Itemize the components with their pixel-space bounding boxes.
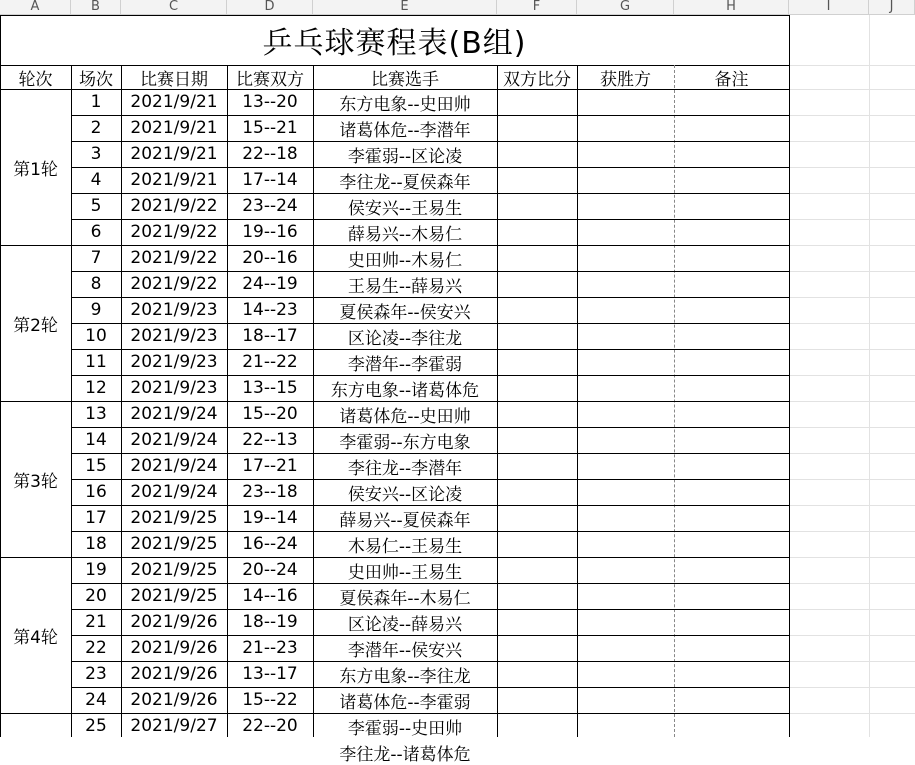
- gridline-horizontal: [789, 557, 915, 558]
- note-cell[interactable]: [674, 349, 789, 375]
- match-players-cell[interactable]: 薛易兴--木易仁: [347, 224, 463, 245]
- winner-cell[interactable]: [577, 245, 674, 271]
- score-cell[interactable]: [497, 141, 577, 167]
- note-cell[interactable]: [674, 427, 789, 453]
- table-border: [71, 453, 789, 454]
- match-number-cell[interactable]: 16: [85, 482, 107, 502]
- gridline-horizontal: [789, 687, 915, 688]
- match-number-cell[interactable]: 2: [90, 118, 102, 138]
- score-cell[interactable]: [497, 531, 577, 557]
- match-number-cell[interactable]: 3: [90, 144, 102, 164]
- winner-cell[interactable]: [577, 505, 674, 531]
- winner-cell[interactable]: [577, 609, 674, 635]
- match-number-cell[interactable]: 19: [85, 560, 107, 580]
- note-cell[interactable]: [674, 401, 789, 427]
- table-border: [71, 115, 789, 116]
- score-cell[interactable]: [497, 427, 577, 453]
- match-date-cell[interactable]: 2021/9/25: [130, 586, 218, 606]
- column-title-8[interactable]: 备注: [714, 69, 749, 89]
- note-cell[interactable]: [674, 89, 789, 115]
- match-date-cell[interactable]: 2021/9/23: [130, 300, 218, 320]
- score-cell[interactable]: [497, 453, 577, 479]
- match-pair-cell[interactable]: [227, 739, 313, 765]
- table-border: [71, 193, 789, 194]
- match-number-cell[interactable]: 5: [90, 196, 102, 216]
- note-cell[interactable]: [674, 141, 789, 167]
- gridline-horizontal: [789, 427, 915, 428]
- match-date-cell[interactable]: 2021/9/25: [130, 534, 218, 554]
- note-cell[interactable]: [674, 505, 789, 531]
- match-pair-cell[interactable]: 16--24: [242, 534, 298, 554]
- match-pair-cell[interactable]: 22--20: [242, 716, 298, 736]
- winner-cell[interactable]: [577, 401, 674, 427]
- match-players-cell[interactable]: 薛易兴--夏侯森年: [339, 510, 471, 531]
- column-header-f[interactable]: F: [497, 0, 577, 14]
- spreadsheet-grid: [0, 15, 915, 765]
- note-cell[interactable]: [674, 583, 789, 609]
- match-pair-cell[interactable]: 13--20: [242, 92, 298, 112]
- gridline-horizontal: [789, 401, 915, 402]
- gridline-horizontal: [789, 323, 915, 324]
- score-cell[interactable]: [497, 713, 577, 739]
- match-players-cell[interactable]: 诸葛体危--李潜年: [339, 120, 471, 141]
- winner-cell[interactable]: [577, 219, 674, 245]
- match-players-cell[interactable]: 木易仁--王易生: [347, 536, 463, 557]
- winner-cell[interactable]: [577, 583, 674, 609]
- match-number-cell[interactable]: 4: [90, 170, 102, 190]
- winner-cell[interactable]: [577, 453, 674, 479]
- gridline-horizontal: [789, 141, 915, 142]
- match-number-cell[interactable]: [71, 739, 121, 765]
- winner-cell[interactable]: [577, 349, 674, 375]
- match-number-cell[interactable]: 23: [85, 664, 107, 684]
- match-date-cell[interactable]: 2021/9/21: [130, 118, 218, 138]
- note-cell[interactable]: [674, 557, 789, 583]
- match-pair-cell[interactable]: 17--14: [242, 170, 298, 190]
- table-border: [71, 687, 789, 688]
- note-cell[interactable]: [674, 479, 789, 505]
- match-number-cell[interactable]: 15: [85, 456, 107, 476]
- table-border: [71, 661, 789, 662]
- winner-cell[interactable]: [577, 479, 674, 505]
- note-cell[interactable]: [674, 635, 789, 661]
- match-date-cell[interactable]: 2021/9/24: [130, 430, 218, 450]
- score-cell[interactable]: [497, 115, 577, 141]
- match-date-cell[interactable]: 2021/9/21: [130, 92, 218, 112]
- match-date-cell[interactable]: 2021/9/23: [130, 378, 218, 398]
- note-cell[interactable]: [674, 323, 789, 349]
- column-title-1[interactable]: 轮次: [18, 69, 53, 89]
- column-header-b[interactable]: B: [71, 0, 121, 14]
- note-cell[interactable]: [674, 453, 789, 479]
- match-players-cell[interactable]: 区论凌--薛易兴: [347, 614, 463, 635]
- match-date-cell[interactable]: [121, 739, 227, 765]
- column-header-g[interactable]: G: [577, 0, 674, 14]
- match-number-cell[interactable]: 17: [85, 508, 107, 528]
- table-border: [0, 65, 789, 66]
- table-border: [71, 297, 789, 298]
- match-number-cell[interactable]: 10: [85, 326, 107, 346]
- match-pair-cell[interactable]: 23--24: [242, 196, 298, 216]
- note-cell[interactable]: [674, 531, 789, 557]
- match-players-cell[interactable]: 王易生--薛易兴: [347, 276, 463, 297]
- table-border: [0, 245, 789, 246]
- winner-cell[interactable]: [577, 297, 674, 323]
- table-border: [71, 219, 789, 220]
- match-date-cell[interactable]: 2021/9/26: [130, 612, 218, 632]
- match-date-cell[interactable]: 2021/9/22: [130, 222, 218, 242]
- gridline-horizontal: [789, 349, 915, 350]
- gridline-horizontal: [789, 479, 915, 480]
- winner-cell[interactable]: [577, 713, 674, 739]
- match-players-cell[interactable]: 李往龙--李潜年: [347, 458, 463, 479]
- match-date-cell[interactable]: 2021/9/25: [130, 560, 218, 580]
- gridline-horizontal: [789, 219, 915, 220]
- match-number-cell[interactable]: 9: [90, 300, 102, 320]
- score-cell[interactable]: [497, 167, 577, 193]
- match-number-cell[interactable]: 12: [85, 378, 107, 398]
- table-border: [0, 713, 789, 714]
- column-title-4[interactable]: 比赛双方: [236, 69, 304, 89]
- score-cell[interactable]: [497, 219, 577, 245]
- column-header-bar: [0, 0, 915, 15]
- score-cell[interactable]: [497, 739, 577, 765]
- match-players-cell[interactable]: 东方电象--诸葛体危: [330, 380, 480, 401]
- gridline-horizontal: [789, 453, 915, 454]
- match-pair-cell[interactable]: 19--16: [242, 222, 298, 242]
- winner-cell[interactable]: [577, 89, 674, 115]
- note-cell[interactable]: [674, 661, 789, 687]
- match-players-cell[interactable]: 李霍弱--区论凌: [347, 146, 463, 167]
- match-date-cell[interactable]: 2021/9/24: [130, 404, 218, 424]
- score-cell[interactable]: [497, 583, 577, 609]
- match-number-cell[interactable]: 14: [85, 430, 107, 450]
- note-cell[interactable]: [674, 115, 789, 141]
- match-date-cell[interactable]: 2021/9/26: [130, 690, 218, 710]
- match-players-cell[interactable]: 李潜年--侯安兴: [347, 640, 463, 661]
- match-pair-cell[interactable]: 18--19: [242, 612, 298, 632]
- winner-cell[interactable]: [577, 661, 674, 687]
- match-players-cell[interactable]: 李霍弱--史田帅: [347, 718, 463, 739]
- winner-cell[interactable]: [577, 323, 674, 349]
- winner-cell[interactable]: [577, 557, 674, 583]
- table-border: [789, 15, 790, 737]
- winner-cell[interactable]: [577, 687, 674, 713]
- score-cell[interactable]: [497, 635, 577, 661]
- table-border: [71, 427, 789, 428]
- match-date-cell[interactable]: 2021/9/22: [130, 274, 218, 294]
- column-header-i[interactable]: I: [789, 0, 869, 14]
- gridline-horizontal: [789, 271, 915, 272]
- match-pair-cell[interactable]: 17--21: [242, 456, 298, 476]
- note-cell[interactable]: [674, 687, 789, 713]
- table-border: [71, 271, 789, 272]
- score-cell[interactable]: [497, 479, 577, 505]
- match-players-cell[interactable]: 李潜年--李霍弱: [347, 354, 463, 375]
- score-cell[interactable]: [497, 609, 577, 635]
- note-cell[interactable]: [674, 713, 789, 739]
- gridline-horizontal: [789, 635, 915, 636]
- table-border: [71, 583, 789, 584]
- match-players-cell[interactable]: 李霍弱--东方电象: [339, 432, 471, 453]
- table-border: [0, 401, 789, 402]
- match-date-cell[interactable]: 2021/9/21: [130, 144, 218, 164]
- match-number-cell[interactable]: 11: [85, 352, 107, 372]
- match-pair-cell[interactable]: 14--16: [242, 586, 298, 606]
- table-border: [71, 531, 789, 532]
- table-border: [71, 323, 789, 324]
- match-date-cell[interactable]: 2021/9/21: [130, 170, 218, 190]
- match-number-cell[interactable]: 13: [85, 404, 107, 424]
- winner-cell[interactable]: [577, 531, 674, 557]
- match-pair-cell[interactable]: 21--23: [242, 638, 298, 658]
- note-cell[interactable]: [674, 245, 789, 271]
- gridline-horizontal: [789, 531, 915, 532]
- match-number-cell[interactable]: 6: [90, 222, 102, 242]
- match-players-cell[interactable]: 史田帅--木易仁: [347, 250, 463, 271]
- winner-cell[interactable]: [577, 271, 674, 297]
- table-border: [0, 89, 789, 90]
- score-cell[interactable]: [497, 661, 577, 687]
- gridline-vertical: [869, 15, 870, 737]
- gridline-horizontal: [789, 609, 915, 610]
- match-number-cell[interactable]: 25: [85, 716, 107, 736]
- score-cell[interactable]: [497, 687, 577, 713]
- match-players-cell[interactable]: 夏侯森年--木易仁: [339, 588, 471, 609]
- match-date-cell[interactable]: 2021/9/24: [130, 482, 218, 502]
- match-pair-cell[interactable]: 14--23: [242, 300, 298, 320]
- note-cell[interactable]: [674, 271, 789, 297]
- table-border: [71, 609, 789, 610]
- column-header-j[interactable]: J: [869, 0, 915, 14]
- winner-cell[interactable]: [577, 739, 674, 765]
- column-title-2[interactable]: 场次: [79, 69, 113, 89]
- match-players-cell[interactable]: 诸葛体危--史田帅: [339, 406, 471, 427]
- match-pair-cell[interactable]: 18--17: [242, 326, 298, 346]
- match-players-cell[interactable]: 夏侯森年--侯安兴: [339, 302, 471, 323]
- match-number-cell[interactable]: 18: [85, 534, 107, 554]
- gridline-horizontal: [789, 297, 915, 298]
- winner-cell[interactable]: [577, 193, 674, 219]
- match-players-cell[interactable]: 东方电象--史田帅: [339, 94, 471, 115]
- match-date-cell[interactable]: 2021/9/27: [130, 716, 218, 736]
- column-title-3[interactable]: 比赛日期: [140, 69, 208, 89]
- score-cell[interactable]: [497, 245, 577, 271]
- score-cell[interactable]: [497, 297, 577, 323]
- round-label-cell[interactable]: 第3轮: [13, 471, 58, 492]
- column-title-6[interactable]: 双方比分: [503, 69, 571, 89]
- match-pair-cell[interactable]: 19--14: [242, 508, 298, 528]
- column-title-5[interactable]: 比赛选手: [371, 69, 439, 89]
- match-date-cell[interactable]: 2021/9/25: [130, 508, 218, 528]
- gridline-horizontal: [789, 89, 915, 90]
- match-pair-cell[interactable]: 21--22: [242, 352, 298, 372]
- column-title-7[interactable]: 获胜方: [600, 69, 651, 89]
- match-date-cell[interactable]: 2021/9/26: [130, 664, 218, 684]
- match-number-cell[interactable]: 8: [90, 274, 102, 294]
- table-border: [0, 557, 789, 558]
- winner-cell[interactable]: [577, 115, 674, 141]
- match-players-cell[interactable]: 东方电象--李往龙: [339, 666, 471, 687]
- score-cell[interactable]: [497, 89, 577, 115]
- column-header-h[interactable]: H: [674, 0, 789, 14]
- match-pair-cell[interactable]: 13--15: [242, 378, 298, 398]
- match-date-cell[interactable]: 2021/9/23: [130, 352, 218, 372]
- note-cell[interactable]: [674, 193, 789, 219]
- match-pair-cell[interactable]: 22--18: [242, 144, 298, 164]
- table-border: [71, 479, 789, 480]
- round-label-cell[interactable]: 第2轮: [13, 315, 58, 336]
- match-number-cell[interactable]: 22: [85, 638, 107, 658]
- match-pair-cell[interactable]: 13--17: [242, 664, 298, 684]
- match-date-cell[interactable]: 2021/9/23: [130, 326, 218, 346]
- score-cell[interactable]: [497, 401, 577, 427]
- table-border: [71, 141, 789, 142]
- score-cell[interactable]: [497, 505, 577, 531]
- gridline-horizontal: [789, 713, 915, 714]
- table-border: [71, 635, 789, 636]
- match-date-cell[interactable]: 2021/9/26: [130, 638, 218, 658]
- winner-cell[interactable]: [577, 141, 674, 167]
- winner-cell[interactable]: [577, 635, 674, 661]
- note-cell[interactable]: [674, 297, 789, 323]
- table-border: [0, 15, 789, 16]
- round-label-cell[interactable]: [0, 713, 71, 765]
- match-pair-cell[interactable]: 20--24: [242, 560, 298, 580]
- round-label-cell[interactable]: 第1轮: [13, 159, 58, 180]
- winner-cell[interactable]: [577, 427, 674, 453]
- match-number-cell[interactable]: 7: [90, 248, 102, 268]
- gridline-horizontal: [789, 375, 915, 376]
- note-cell[interactable]: [674, 167, 789, 193]
- match-players-cell[interactable]: 李往龙--诸葛体危: [339, 744, 471, 765]
- sheet-title[interactable]: 乒乓球赛程表(B组): [262, 26, 527, 61]
- match-pair-cell[interactable]: 23--18: [242, 482, 298, 502]
- match-pair-cell[interactable]: 15--20: [242, 404, 298, 424]
- score-cell[interactable]: [497, 349, 577, 375]
- score-cell[interactable]: [497, 323, 577, 349]
- gridline-horizontal: [789, 65, 915, 66]
- gridline-horizontal: [789, 193, 915, 194]
- note-cell[interactable]: [674, 375, 789, 401]
- winner-cell[interactable]: [577, 375, 674, 401]
- gridline-horizontal: [789, 661, 915, 662]
- column-header-c[interactable]: C: [121, 0, 227, 14]
- match-pair-cell[interactable]: 24--19: [242, 274, 298, 294]
- table-border: [71, 349, 789, 350]
- match-number-cell[interactable]: 1: [90, 92, 102, 112]
- score-cell[interactable]: [497, 271, 577, 297]
- column-header-e[interactable]: E: [313, 0, 497, 14]
- table-border: [0, 15, 1, 737]
- match-pair-cell[interactable]: 15--22: [242, 690, 298, 710]
- table-border: [71, 375, 789, 376]
- match-players-cell[interactable]: 史田帅--王易生: [347, 562, 463, 583]
- score-cell[interactable]: [497, 193, 577, 219]
- match-number-cell[interactable]: 24: [85, 690, 107, 710]
- match-players-cell[interactable]: 侯安兴--区论凌: [347, 484, 463, 505]
- gridline-horizontal: [789, 245, 915, 246]
- match-players-cell[interactable]: 侯安兴--王易生: [347, 198, 463, 219]
- note-cell[interactable]: [674, 739, 789, 765]
- match-date-cell[interactable]: 2021/9/24: [130, 456, 218, 476]
- score-cell[interactable]: [497, 375, 577, 401]
- round-label-cell[interactable]: 第4轮: [13, 627, 58, 648]
- winner-cell[interactable]: [577, 167, 674, 193]
- match-date-cell[interactable]: 2021/9/22: [130, 248, 218, 268]
- match-players-cell[interactable]: 李往龙--夏侯森年: [339, 172, 471, 193]
- score-cell[interactable]: [497, 557, 577, 583]
- match-players-cell[interactable]: 区论凌--李往龙: [347, 328, 463, 349]
- column-header-d[interactable]: D: [227, 0, 313, 14]
- match-players-cell[interactable]: 诸葛体危--李霍弱: [339, 692, 471, 713]
- gridline-horizontal: [789, 167, 915, 168]
- gridline-horizontal: [789, 505, 915, 506]
- match-pair-cell[interactable]: 20--16: [242, 248, 298, 268]
- column-header-a[interactable]: A: [0, 0, 71, 14]
- match-number-cell[interactable]: 21: [85, 612, 107, 632]
- gridline-horizontal: [789, 583, 915, 584]
- note-cell[interactable]: [674, 609, 789, 635]
- note-cell[interactable]: [674, 219, 789, 245]
- match-pair-cell[interactable]: 15--21: [242, 118, 298, 138]
- table-border: [71, 505, 789, 506]
- table-border: [71, 167, 789, 168]
- gridline-horizontal: [789, 115, 915, 116]
- match-date-cell[interactable]: 2021/9/22: [130, 196, 218, 216]
- match-pair-cell[interactable]: 22--13: [242, 430, 298, 450]
- match-number-cell[interactable]: 20: [85, 586, 107, 606]
